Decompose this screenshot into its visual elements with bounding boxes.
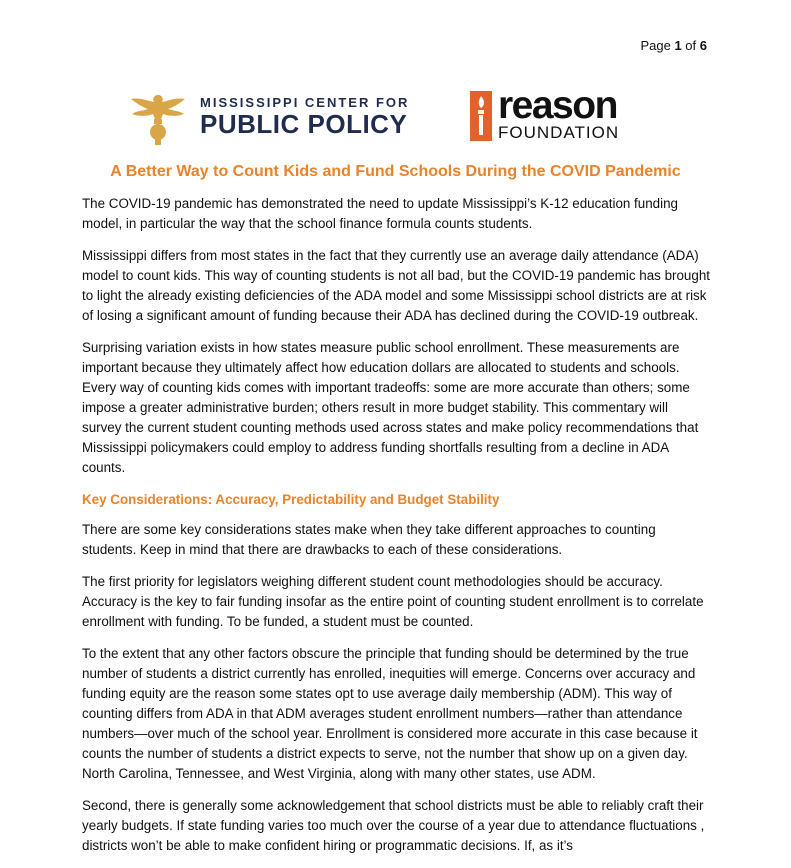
mcpp-logo <box>128 87 409 145</box>
document-body <box>82 194 710 868</box>
paragraph: Mississippi differs from most states in the fact that they currently use an average daily attendance (ADA) model to count kids. This way of counting students is not all bad, but the COVID-19 pandemic has brought to light the already existing deficiencies of the ADA model and some Mississippi school districts are at risk of losing a significant amount of funding because their ADA has declined during the COVID-19 outbreak. <box>82 248 710 323</box>
reason-logo <box>470 84 620 143</box>
reason-wordmark: reason <box>498 84 617 127</box>
paragraph: Surprising variation exists in how states measure public school enrollment. These measurements are important because they ultimately affect how education dollars are allocated to students and schools. Every way of counting kids comes with important tradeoffs: some are more accurate than others; some impose a greater administrative burden; others result in more budget stability. This commentary will survey the current student counting methods used across states and make policy recommendations that Mississippi policymakers could employ to address funding shortfalls resulting from a decline in ADA counts. <box>82 340 699 475</box>
logo-bar <box>0 85 791 145</box>
foundation-wordmark: FOUNDATION <box>498 123 620 142</box>
torch-icon <box>470 91 492 141</box>
page-number: Page 1 of 6 <box>640 38 707 53</box>
mcpp-name-line2: PUBLIC POLICY <box>200 108 408 139</box>
section-heading: Key Considerations: Accuracy, Predictability and Budget Stability <box>82 492 500 507</box>
eagle-icon <box>128 87 188 145</box>
paragraph: To the extent that any other factors obscure the principle that funding should be determined by the true number of students a district currently has enrolled, inequities will emerge. Concerns over accuracy and funding equity are the reason some states opt to use average daily membership (ADM). This way of counting differs from ADA in that ADM averages student enrollment numbers—rather than attendance numbers—over much of the school year. Enrollment is considered more accurate in this case because it counts the number of students a district expects to serve, not the number that show up on a given day. North Carolina, Tennessee, and West Virginia, along with many other states, use ADM. <box>82 646 698 781</box>
paragraph: The first priority for legislators weighing different student count methodologies should be accuracy. Accuracy is the key to fair funding insofar as the entire point of counting student enrollment is to correlate enrollment with funding. To be funded, a student must be counted. <box>82 574 704 629</box>
paragraph: The COVID-19 pandemic has demonstrated the need to update Mississippi’s K-12 education funding model, in particular the way that the school finance formula counts students. <box>82 196 678 231</box>
document-title: A Better Way to Count Kids and Fund Schools During the COVID Pandemic <box>110 163 681 180</box>
paragraph: Second, there is generally some acknowledgement that school districts must be able to reliably craft their yearly budgets. If state funding varies too much over the course of a year due to attendance fluctuations , districts won’t be able to make confident hiring or programmatic decisions. If, as it’s <box>82 798 705 853</box>
paragraph: There are some key considerations states make when they take different approaches to counting students. Keep in mind that there are drawbacks to each of these considerations. <box>82 522 656 557</box>
mcpp-name-line1: MISSISSIPPI CENTER FOR <box>200 94 410 110</box>
